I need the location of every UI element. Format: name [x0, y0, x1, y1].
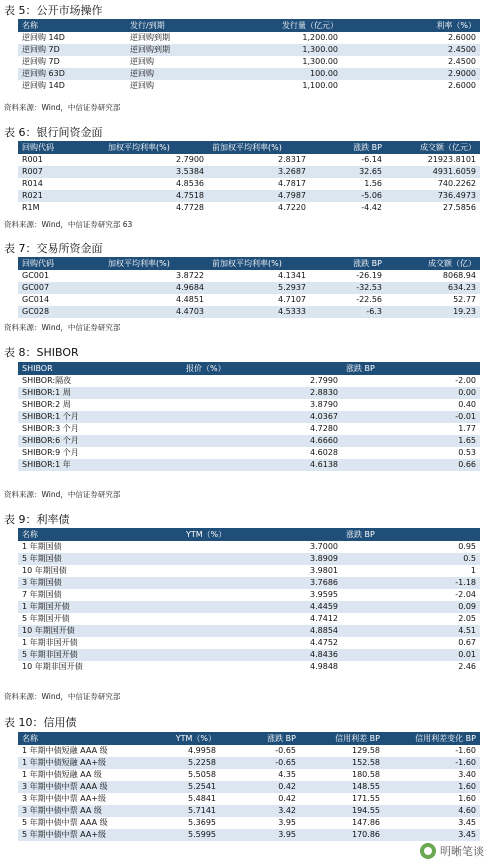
table-cell: 7 年期国债 [22, 590, 62, 599]
table7-header-cell: 回购代码 [18, 257, 104, 270]
table7-header-cell: 前加权平均利率(%) [208, 257, 310, 270]
table-cell: 4.6660 [182, 435, 342, 447]
table7-header-cell: 成交额（亿） [386, 257, 480, 270]
table-row [18, 32, 480, 44]
table-cell: 4.7728 [176, 203, 204, 212]
table8-shibor [18, 362, 480, 471]
table-cell: 4.4459 [182, 601, 342, 613]
table-cell: 0.40 [458, 400, 476, 409]
table5-caption: 表 5：公开市场操作 [4, 4, 103, 17]
table-cell: GC007 [18, 282, 104, 294]
table5-header-cell: 发行/到期 [126, 19, 238, 32]
table-cell: 4.9848 [310, 662, 338, 671]
table-cell: 4.9958 [188, 746, 216, 755]
table-cell: -2.04 [455, 590, 476, 599]
table5-header-cell: 发行量（亿元） [238, 19, 342, 32]
table-cell: 27.5856 [442, 203, 476, 212]
table-cell: R001 [22, 155, 43, 164]
table-cell: -1.60 [455, 746, 476, 755]
table-cell: 1,300.00 [238, 44, 342, 56]
table-cell: 逆回购 63D [18, 68, 126, 80]
table9-header-cell: 涨跌 BP [342, 528, 480, 541]
table-row [18, 166, 480, 178]
table-cell: 4.7817 [278, 179, 306, 188]
table10-caption: 表 10：信用债 [4, 716, 77, 729]
table-cell: 19.23 [386, 306, 480, 318]
table-row [18, 399, 480, 411]
table-cell: 2.8317 [278, 155, 306, 164]
table-cell: 740.2262 [437, 179, 476, 188]
table-cell: -5.06 [310, 190, 386, 202]
table-row [18, 805, 480, 817]
table-row [18, 387, 480, 399]
table-cell: 逆回购 14D [22, 33, 65, 42]
table-cell: -22.56 [356, 295, 382, 304]
table-cell: 3.42 [220, 805, 300, 817]
table-cell: 170.86 [300, 829, 384, 841]
table10-header-cell: 信用利差变化 BP [384, 732, 480, 745]
table-row [18, 68, 480, 80]
table7-source: 资料来源：Wind，中信证券研究部 [4, 323, 121, 332]
table-cell: 3.95 [220, 829, 300, 841]
table10-header-cell: 名称 [18, 732, 136, 745]
table-row [18, 375, 480, 387]
table-row [18, 829, 480, 841]
table10-credit-bonds [18, 732, 480, 841]
table-cell: 4.7220 [278, 203, 306, 212]
watermark-text: 明晰笔谈 [440, 845, 484, 858]
table-cell: 194.55 [300, 805, 384, 817]
table-cell: -4.42 [361, 203, 382, 212]
table-row [18, 553, 480, 565]
table-cell: 逆回购 [130, 81, 154, 90]
table-cell: 逆回购 7D [22, 57, 60, 66]
table-cell: 3.40 [458, 770, 476, 779]
table-row [18, 781, 480, 793]
table10-header-cell: YTM（%） [136, 732, 220, 745]
table-cell: SHIBOR:隔夜 [22, 376, 72, 385]
table-cell: 1.56 [364, 179, 382, 188]
table6-header-cell: 涨跌 BP [310, 141, 386, 154]
table-cell: 4.35 [278, 770, 296, 779]
table6-interbank [18, 141, 480, 214]
table-cell: 4.4752 [310, 638, 338, 647]
table-cell: 5 年期国开债 [22, 614, 70, 623]
table-cell: 10 年期非国开债 [22, 662, 83, 671]
table-row [18, 178, 480, 190]
table10-header-cell: 涨跌 BP [220, 732, 300, 745]
table-cell: R014 [22, 179, 43, 188]
table-cell: SHIBOR:1 周 [18, 387, 182, 399]
table-cell: 634.23 [386, 282, 480, 294]
table-cell: 4.8536 [176, 179, 204, 188]
table-row [18, 565, 480, 577]
table5-header-cell: 利率（%） [342, 19, 480, 32]
table9-body [18, 541, 480, 673]
table-cell: 逆回购 14D [22, 81, 65, 90]
table-row [18, 202, 480, 214]
table-cell: 3 年期中债中票 AA+级 [22, 794, 107, 803]
table-cell: 1 年期中债短融 AA 级 [22, 770, 102, 779]
table6-source: 资料来源：Wind，中信证券研究部 63 [4, 220, 133, 229]
table-cell: 1,200.00 [302, 33, 338, 42]
table9-header-cell: 名称 [18, 528, 182, 541]
table-cell: 2.6000 [448, 33, 476, 42]
table-cell: GC014 [22, 295, 50, 304]
table-cell: 2.8830 [182, 387, 342, 399]
table-row [18, 270, 480, 282]
table5-header-cell: 名称 [18, 19, 126, 32]
table-cell: 5.5995 [136, 829, 220, 841]
table-cell: 1,100.00 [302, 81, 338, 90]
table-row [18, 306, 480, 318]
table-row [18, 435, 480, 447]
table10-header-cell: 信用利差 BP [300, 732, 384, 745]
table-cell: GC028 [18, 306, 104, 318]
table-cell: 4.1341 [278, 271, 306, 280]
table-row [18, 294, 480, 306]
table-cell: 4.7280 [310, 424, 338, 433]
table-cell: 5.3695 [188, 818, 216, 827]
table-cell: 4.9684 [104, 282, 208, 294]
table-cell: 逆回购 [130, 57, 154, 66]
table-row [18, 577, 480, 589]
table-cell: 4.8436 [182, 649, 342, 661]
table-cell: 4931.6059 [386, 166, 480, 178]
table-cell: 129.58 [352, 746, 380, 755]
table-cell: 0.67 [458, 638, 476, 647]
table-cell: 8068.94 [442, 271, 476, 280]
table-cell: -0.65 [275, 746, 296, 755]
table-cell: 3.8790 [310, 400, 338, 409]
table7-body [18, 270, 480, 318]
table-cell: 0.53 [458, 448, 476, 457]
table6-header-cell: 成交额（亿元） [386, 141, 480, 154]
table8-header-row [18, 362, 480, 375]
table6-header-cell: 回购代码 [18, 141, 104, 154]
table-cell: 0.5 [342, 553, 480, 565]
table5-body [18, 32, 480, 92]
table-row [18, 793, 480, 805]
table-row [18, 282, 480, 294]
table-row [18, 190, 480, 202]
table-cell: 2.4500 [342, 44, 480, 56]
table6-body [18, 154, 480, 214]
table-cell: 4.7107 [278, 295, 306, 304]
table-cell: 32.65 [310, 166, 386, 178]
table-cell: 5.5058 [188, 770, 216, 779]
table-cell: 2.4500 [448, 57, 476, 66]
table-cell: 1.60 [384, 781, 480, 793]
table-cell: 3.45 [458, 818, 476, 827]
table-cell: -6.3 [310, 306, 386, 318]
table-cell: 0.95 [458, 542, 476, 551]
table-row [18, 80, 480, 92]
table-cell: 736.4973 [386, 190, 480, 202]
table-cell: 5.2541 [136, 781, 220, 793]
table-cell: 100.00 [238, 68, 342, 80]
table6-caption: 表 6：银行间资金面 [4, 126, 103, 139]
table-cell: 0.01 [342, 649, 480, 661]
table8-header-cell: 报价（%） [182, 362, 342, 375]
table-cell: R021 [18, 190, 104, 202]
table-row [18, 745, 480, 757]
table6-header-row [18, 141, 480, 154]
table7-caption: 表 7：交易所资金面 [4, 242, 103, 255]
table-cell: 逆回购 7D [18, 44, 126, 56]
table-cell: 1 [470, 566, 476, 575]
table9-caption: 表 9：利率债 [4, 513, 70, 526]
table-cell: 4.7412 [310, 614, 338, 623]
table-cell: 4.6028 [310, 448, 338, 457]
table-cell: 5 年期中债中票 AA+级 [18, 829, 136, 841]
table5-source: 资料来源：Wind，中信证券研究部 [4, 103, 121, 112]
table6-header-cell: 加权平均利率(%) [104, 141, 208, 154]
table-cell: 180.58 [352, 770, 380, 779]
table6-header-cell: 前加权平均利率(%) [208, 141, 310, 154]
table-cell: GC001 [22, 271, 50, 280]
table-row [18, 541, 480, 553]
table-cell: -1.18 [342, 577, 480, 589]
table-row [18, 661, 480, 673]
table-cell: 4.51 [342, 625, 480, 637]
table-cell: 1.65 [342, 435, 480, 447]
table-row [18, 757, 480, 769]
table-cell: 1 年期中债短融 AA+级 [18, 757, 136, 769]
table8-header-cell: 涨跌 BP [342, 362, 480, 375]
table9-header-cell: YTM（%） [182, 528, 342, 541]
table-cell: 1 年期非国开债 [22, 638, 78, 647]
table-cell: 10 年期国开债 [18, 625, 182, 637]
table-cell: 5.2258 [136, 757, 220, 769]
table-cell: 4.5333 [208, 306, 310, 318]
table-cell: SHIBOR:3 个月 [22, 424, 79, 433]
table-cell: 0.00 [342, 387, 480, 399]
table-cell: 1 年期中债短融 AAA 级 [22, 746, 108, 755]
table-cell: 5.2937 [208, 282, 310, 294]
table-row [18, 423, 480, 435]
table-cell: -2.00 [455, 376, 476, 385]
table-cell: 21923.8101 [427, 155, 476, 164]
table-cell: 3.7000 [310, 542, 338, 551]
table-cell: SHIBOR:2 周 [22, 400, 71, 409]
table-cell: 2.7900 [176, 155, 204, 164]
table-cell: 3.8909 [182, 553, 342, 565]
table-cell: 4.7518 [104, 190, 208, 202]
table8-caption: 表 8：SHIBOR [4, 346, 79, 359]
table-cell: 0.66 [342, 459, 480, 471]
table8-header-cell: SHIBOR [18, 362, 182, 375]
table-cell: SHIBOR:1 年 [18, 459, 182, 471]
table-cell: 52.77 [453, 295, 476, 304]
table-cell: -26.19 [356, 271, 382, 280]
table-cell: 2.7990 [310, 376, 338, 385]
table5-header-row [18, 19, 480, 32]
table-cell: 逆回购到期 [126, 44, 238, 56]
table-cell: 2.9000 [342, 68, 480, 80]
table-cell: 147.86 [352, 818, 380, 827]
table-cell: SHIBOR:1 个月 [18, 411, 182, 423]
table-cell: 10 年期国债 [22, 566, 67, 575]
table-cell: 1 年期国开债 [18, 601, 182, 613]
table7-exchange [18, 257, 480, 318]
table-cell: 5.4841 [188, 794, 216, 803]
table-cell: R007 [18, 166, 104, 178]
table-row [18, 613, 480, 625]
table-cell: -6.14 [361, 155, 382, 164]
table9-header-row [18, 528, 480, 541]
table-cell: 4.4703 [104, 306, 208, 318]
table-cell: 逆回购 [126, 68, 238, 80]
table-cell: 4.60 [384, 805, 480, 817]
table9-source: 资料来源：Wind，中信证券研究部 [4, 692, 121, 701]
table-row [18, 154, 480, 166]
table-cell: 5.7141 [136, 805, 220, 817]
table-cell: 5 年期国债 [18, 553, 182, 565]
table-row [18, 56, 480, 68]
table-row [18, 589, 480, 601]
table-row [18, 44, 480, 56]
table8-source: 资料来源：Wind，中信证券研究部 [4, 490, 121, 499]
table-cell: 3.9595 [310, 590, 338, 599]
table-cell: 0.42 [278, 794, 296, 803]
table-row [18, 625, 480, 637]
table-cell: 2.6000 [448, 81, 476, 90]
table-cell: 0.42 [220, 781, 300, 793]
table-cell: 逆回购到期 [130, 33, 170, 42]
table-cell: 152.58 [300, 757, 384, 769]
table-cell: 4.8854 [182, 625, 342, 637]
table-cell: 5 年期非国开债 [18, 649, 182, 661]
table-cell: 3.9801 [310, 566, 338, 575]
table-cell: 4.7987 [208, 190, 310, 202]
table-cell: 3.7686 [182, 577, 342, 589]
table9-rate-bonds [18, 528, 480, 673]
table7-header-row [18, 257, 480, 270]
table8-body [18, 375, 480, 471]
table7-header-cell: 加权平均利率(%) [104, 257, 208, 270]
table-cell: 2.46 [458, 662, 476, 671]
table7-header-cell: 涨跌 BP [310, 257, 386, 270]
table-cell: 3 年期国债 [18, 577, 182, 589]
watermark [420, 843, 484, 859]
table-cell: 1.60 [458, 794, 476, 803]
table10-body [18, 745, 480, 841]
table-cell: -0.01 [342, 411, 480, 423]
table-cell: 4.4851 [176, 295, 204, 304]
table-cell: 1.77 [458, 424, 476, 433]
table-cell: 0.09 [342, 601, 480, 613]
table-row [18, 447, 480, 459]
table-cell: 5 年期中债中票 AAA 级 [22, 818, 108, 827]
table-row [18, 411, 480, 423]
table-cell: 2.05 [458, 614, 476, 623]
table-cell: 1,300.00 [302, 57, 338, 66]
wechat-logo-icon [420, 843, 436, 859]
table-cell: 3 年期中债中票 AAA 级 [18, 781, 136, 793]
table-cell: SHIBOR:9 个月 [22, 448, 79, 457]
table-cell: SHIBOR:6 个月 [18, 435, 182, 447]
table-cell: 3 年期中债中票 AA 级 [18, 805, 136, 817]
table-row [18, 769, 480, 781]
table-cell: 148.55 [300, 781, 384, 793]
table-row [18, 817, 480, 829]
table-row [18, 601, 480, 613]
table-cell: 3.95 [278, 818, 296, 827]
table-cell: 1 年期国债 [22, 542, 62, 551]
table-cell: 4.6138 [182, 459, 342, 471]
table-row [18, 637, 480, 649]
table-row [18, 649, 480, 661]
table10-header-row [18, 732, 480, 745]
table5-open-market [18, 19, 480, 92]
table-cell: -32.53 [310, 282, 386, 294]
table-cell: 4.0367 [182, 411, 342, 423]
table-cell: 171.55 [352, 794, 380, 803]
table-cell: 3.8722 [176, 271, 204, 280]
table-cell: R1M [22, 203, 40, 212]
table-cell: 3.2687 [208, 166, 310, 178]
table-cell: -1.60 [384, 757, 480, 769]
table-row [18, 459, 480, 471]
table-cell: -0.65 [220, 757, 300, 769]
table-cell: 3.5384 [104, 166, 208, 178]
table-cell: 3.45 [384, 829, 480, 841]
